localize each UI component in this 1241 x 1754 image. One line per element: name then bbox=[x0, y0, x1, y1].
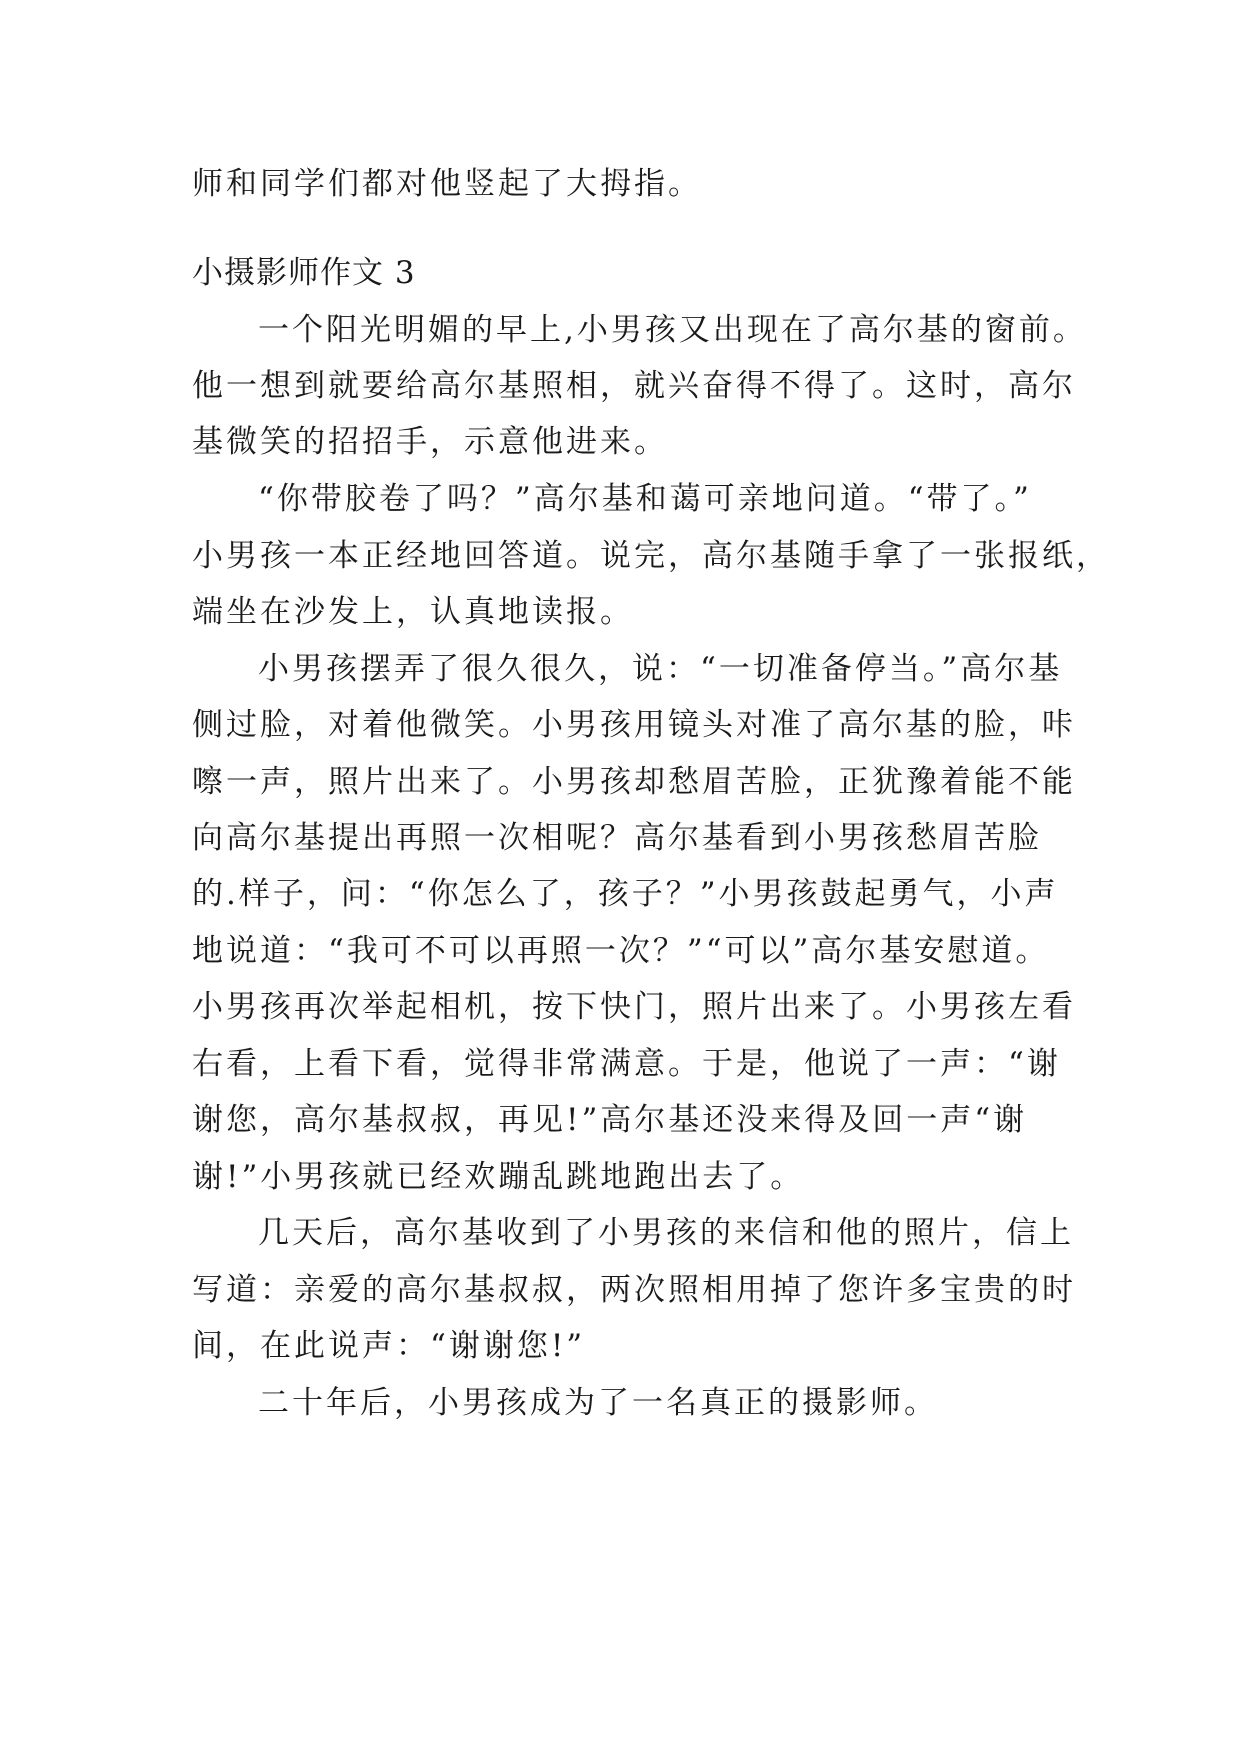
paragraph-line: 地说道：“我可不可以再照一次？”“可以”高尔基安慰道。 bbox=[192, 933, 1050, 969]
paragraph-line: 右看，上看下看，觉得非常满意。于是，他说了一声：“谢 bbox=[192, 1046, 1061, 1082]
section-heading: 小摄影师作文 3 bbox=[192, 255, 416, 291]
paragraph-line: 端坐在沙发上，认真地读报。 bbox=[192, 594, 634, 630]
paragraph-line: 二十年后，小男孩成为了一名真正的摄影师。 bbox=[258, 1385, 938, 1421]
text-line: 师和同学们都对他竖起了大拇指。 bbox=[192, 166, 702, 202]
paragraph-line: “你带胶卷了吗？”高尔基和蔼可亲地问道。“带了。” bbox=[258, 481, 1032, 517]
paragraph-line: 一个阳光明媚的早上,小男孩又出现在了高尔基的窗前。 bbox=[258, 312, 1087, 348]
paragraph-line: 侧过脸，对着他微笑。小男孩用镜头对准了高尔基的脸，咔 bbox=[192, 707, 1076, 743]
paragraph-line: 他一想到就要给高尔基照相，就兴奋得不得了。这时，高尔 bbox=[192, 368, 1076, 404]
paragraph-line: 小男孩再次举起相机，按下快门，照片出来了。小男孩左看 bbox=[192, 989, 1076, 1025]
paragraph-line: 谢您，高尔基叔叔，再见!”高尔基还没来得及回一声“谢 bbox=[192, 1102, 1028, 1138]
paragraph-line: 基微笑的招招手，示意他进来。 bbox=[192, 424, 668, 460]
paragraph-line: 间，在此说声：“谢谢您!” bbox=[192, 1328, 586, 1364]
paragraph-line: 向高尔基提出再照一次相呢？高尔基看到小男孩愁眉苦脸 bbox=[192, 820, 1042, 856]
paragraph-line: 写道：亲爱的高尔基叔叔，两次照相用掉了您许多宝贵的时 bbox=[192, 1272, 1076, 1308]
paragraph-line: 小男孩一本正经地回答道。说完，高尔基随手拿了一张报纸， bbox=[192, 538, 1110, 574]
paragraph-line: 几天后，高尔基收到了小男孩的来信和他的照片，信上 bbox=[258, 1215, 1074, 1251]
paragraph-line: 的.样子，问：“你怎么了，孩子？”小男孩鼓起勇气，小声 bbox=[192, 876, 1059, 912]
paragraph-line: 小男孩摆弄了很久很久，说：“一切准备停当。”高尔基 bbox=[258, 651, 1063, 687]
paragraph-line: 嚓一声，照片出来了。小男孩却愁眉苦脸，正犹豫着能不能 bbox=[192, 764, 1076, 800]
paragraph-line: 谢!”小男孩就已经欢蹦乱跳地跑出去了。 bbox=[192, 1159, 805, 1195]
